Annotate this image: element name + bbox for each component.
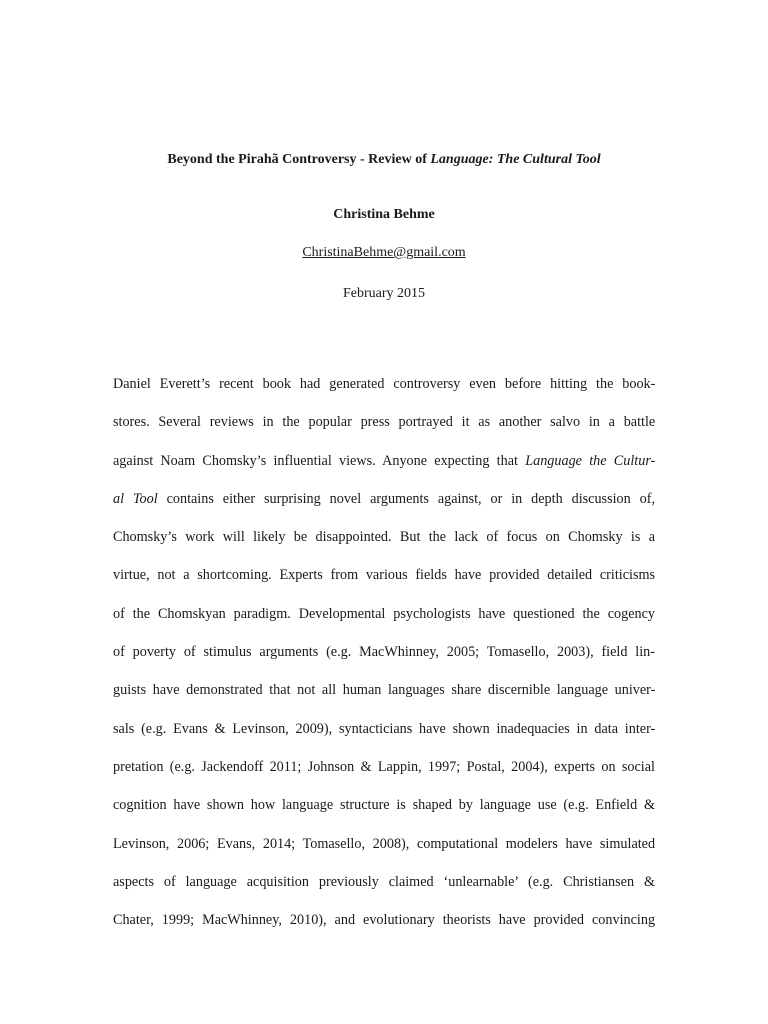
text-line xyxy=(113,373,655,411)
title-text: Beyond the Pirahã Controversy - Review of xyxy=(167,152,431,167)
text-run: Chomsky’s work will likely be disappointed. But the lack of focus on Chomsky is a xyxy=(113,529,655,546)
text-line xyxy=(113,679,655,717)
text-line xyxy=(113,718,655,756)
text-line xyxy=(113,756,655,794)
text-run: aspects of language acquisition previously claimed ‘unlearnable’ (e.g. Christiansen & xyxy=(113,873,655,890)
text-run: guists have demonstrated that not all human languages share discernible language univer- xyxy=(113,682,656,699)
document-title xyxy=(0,150,768,170)
text-run: Chater, 1999; MacWhinney, 2010), and evolutionary theorists have provided convincing xyxy=(113,912,656,929)
text-run: of the Chomskyan paradigm. Developmental psychologists have questioned the cogency xyxy=(113,605,655,622)
text-line xyxy=(113,411,655,449)
author-name: Christina Behme xyxy=(333,207,435,222)
title-book-name: Language: The Cultural Tool xyxy=(430,152,601,167)
text-line xyxy=(113,603,655,641)
text-line xyxy=(113,450,655,488)
text-run: Levinson, 2006; Evans, 2014; Tomasello, 2008), computational modelers have simulated xyxy=(113,835,656,852)
author-email xyxy=(0,243,768,263)
text-line xyxy=(113,488,655,526)
text-line xyxy=(113,794,655,832)
text-run: sals (e.g. Evans & Levinson, 2009), syntacticians have shown inadequacies in data inter- xyxy=(113,720,656,737)
text-run: cognition have shown how language structure is shaped by language use (e.g. Enfield & xyxy=(113,797,655,814)
document-date: February 2015 xyxy=(342,286,426,301)
italic-text-run: al Tool xyxy=(113,490,158,507)
text-line xyxy=(113,909,655,947)
text-run: against Noam Chomsky’s influential views. Anyone expecting that xyxy=(113,452,526,469)
text-line xyxy=(113,641,655,679)
text-line xyxy=(113,526,655,564)
text-run: virtue, not a shortcoming. Experts from various fields have provided detailed criticisms xyxy=(113,567,656,584)
text-run: contains either surprising novel arguments against, or in depth discussion of, xyxy=(157,490,655,507)
text-line xyxy=(113,871,655,909)
text-line xyxy=(113,564,655,602)
text-run: Daniel Everett’s recent book had generated controversy even before hitting the book- xyxy=(113,376,656,392)
body-paragraph xyxy=(113,373,655,947)
text-run: stores. Several reviews in the popular press portrayed it as another salvo in a battle xyxy=(113,414,656,431)
text-line xyxy=(113,833,655,871)
italic-text-run: Language the Cultur- xyxy=(525,452,656,469)
text-run: of poverty of stimulus arguments (e.g. MacWhinney, 2005; Tomasello, 2003), field lin- xyxy=(113,644,655,661)
text-run: pretation (e.g. Jackendoff 2011; Johnson & Lappin, 1997; Postal, 2004), experts on social xyxy=(113,758,655,775)
email-link[interactable]: ChristinaBehme@gmail.com xyxy=(302,245,466,260)
